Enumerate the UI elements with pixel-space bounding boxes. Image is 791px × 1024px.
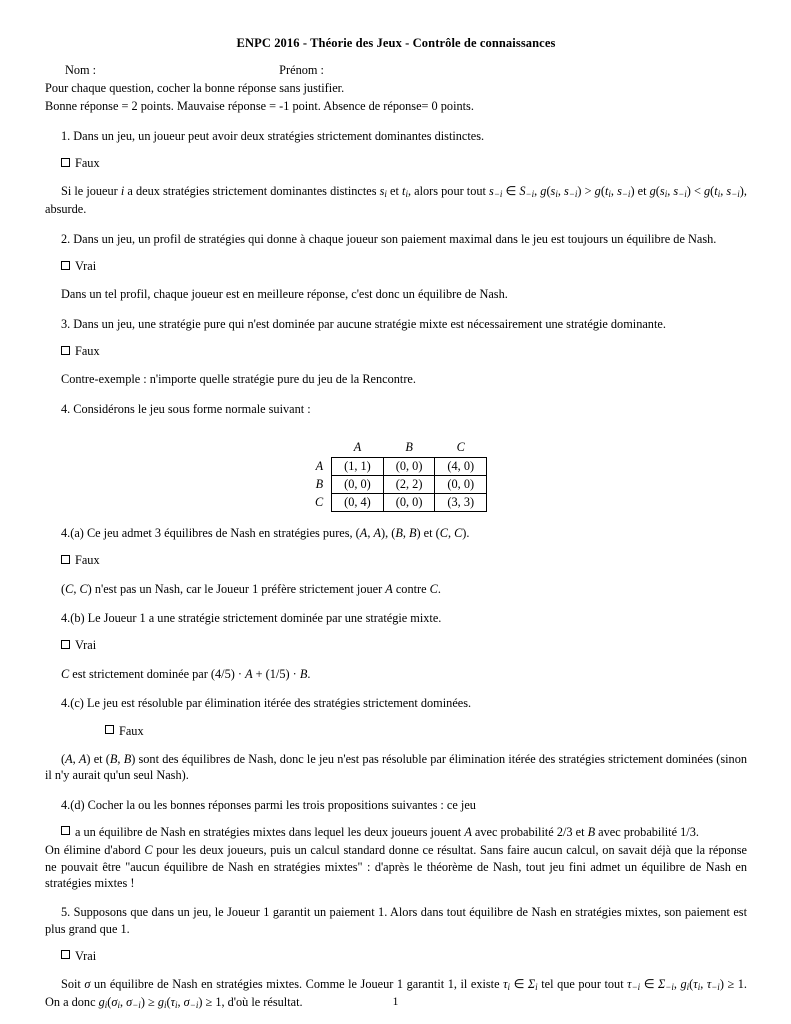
row-header-1: B xyxy=(315,477,324,492)
question-4d-option[interactable] xyxy=(45,824,747,840)
table-row xyxy=(305,494,487,512)
question-4c-answer-label: Faux xyxy=(119,723,144,738)
question-4a-explanation: (C, C) n'est pas un Nash, car le Joueur 1 préfère strictement jouer A contre C. xyxy=(61,581,441,596)
checkbox-icon[interactable] xyxy=(61,826,70,835)
matrix-cell-2-0: (0, 4) xyxy=(332,494,384,512)
row-header-0: A xyxy=(315,459,324,474)
name-label: Nom : xyxy=(65,63,97,77)
question-4c-text: 4.(c) Le jeu est résoluble par élimination itérée des stratégies strictement dominées. xyxy=(61,696,472,711)
question-2-explanation: Dans un tel profil, chaque joueur est en meilleure réponse, c'est donc un équilibre de Nash. xyxy=(61,287,508,302)
matrix-cell-0-0: (1, 1) xyxy=(332,458,384,476)
question-1-answer-label: Faux xyxy=(75,156,100,171)
question-4b-answer[interactable] xyxy=(45,637,747,653)
corner-cell xyxy=(305,439,332,458)
document-content xyxy=(45,36,747,1012)
question-3-answer[interactable] xyxy=(45,343,747,359)
question-4b-explanation: C est strictement dominée par (4/5) · A + (1/5) · B. xyxy=(61,666,311,681)
checkbox-icon[interactable] xyxy=(61,158,70,167)
checkbox-icon[interactable] xyxy=(105,725,114,734)
question-4-text: 4. Considérons le jeu sous forme normale suivant : xyxy=(61,401,311,416)
checkbox-icon[interactable] xyxy=(61,555,70,564)
question-2-answer-label: Vrai xyxy=(75,259,97,274)
question-4a-answer[interactable] xyxy=(45,552,747,568)
name-fields-line xyxy=(45,63,747,78)
instruction-line-1: Pour chaque question, cocher la bonne réponse sans justifier. xyxy=(45,81,345,95)
game-matrix-table xyxy=(305,439,487,512)
page-number: 1 xyxy=(392,996,399,1008)
checkbox-icon[interactable] xyxy=(61,950,70,959)
question-1-answer[interactable] xyxy=(45,155,747,171)
question-5-answer[interactable] xyxy=(45,948,747,964)
firstname-label: Prénom : xyxy=(279,63,324,77)
matrix-cell-2-2: (3, 3) xyxy=(435,494,487,512)
page-title: ENPC 2016 - Théorie des Jeux - Contrôle de connaissances xyxy=(236,36,556,50)
question-5-explanation: Soit σ un équilibre de Nash en stratégies mixtes. Comme le Joueur 1 garantit 1, il existe τi ∈ Σi tel que pour tout τ−i ∈ Σ−i, gi(τi, τ−i) ≥ 1. On a donc gi(σi, σ−i) ≥ gi(τi, σ−i) ≥ 1, d'où le résultat. xyxy=(45,977,747,1011)
game-matrix-wrapper xyxy=(45,439,747,512)
question-3-text: 3. Dans un jeu, une stratégie pure qui n'est dominée par aucune stratégie mixte est nécessairement une stratégie dominante. xyxy=(61,316,666,331)
matrix-cell-1-0: (0, 0) xyxy=(332,476,384,494)
table-row xyxy=(305,476,487,494)
matrix-cell-2-1: (0, 0) xyxy=(383,494,435,512)
question-5-text: 5. Supposons que dans un jeu, le Joueur 1 garantit un paiement 1. Alors dans tout équilibre de Nash en stratégies mixtes, son paiement est plus grand que 1. xyxy=(45,905,747,936)
col-header-1: B xyxy=(405,440,413,455)
checkbox-icon[interactable] xyxy=(61,261,70,270)
row-header-2: C xyxy=(314,495,324,510)
matrix-cell-0-2: (4, 0) xyxy=(435,458,487,476)
question-4c-answer[interactable] xyxy=(45,723,747,739)
question-4b-text: 4.(b) Le Joueur 1 a une stratégie strictement dominée par une stratégie mixte. xyxy=(61,611,442,626)
question-3-explanation: Contre-exemple : n'importe quelle stratégie pure du jeu de la Rencontre. xyxy=(61,372,416,387)
matrix-cell-1-2: (0, 0) xyxy=(435,476,487,494)
checkbox-icon[interactable] xyxy=(61,640,70,649)
col-header-2: C xyxy=(456,440,465,455)
table-header-row xyxy=(305,439,487,458)
question-4a-text: 4.(a) Ce jeu admet 3 équilibres de Nash en stratégies pures, (A, A), (B, B) et (C, C). xyxy=(61,526,470,541)
question-2-answer[interactable] xyxy=(45,258,747,274)
question-4a-answer-label: Faux xyxy=(75,553,100,568)
question-3-answer-label: Faux xyxy=(75,344,100,359)
matrix-cell-0-1: (0, 0) xyxy=(383,458,435,476)
question-1-text: 1. Dans un jeu, un joueur peut avoir deux stratégies strictement dominantes distinctes. xyxy=(61,128,485,143)
question-4c-explanation: (A, A) et (B, B) sont des équilibres de Nash, donc le jeu n'est pas résoluble par élimination itérée des stratégies strictement dominées (sinon il n'y aurait qu'un seul Nash). xyxy=(45,751,748,783)
question-2-text: 2. Dans un jeu, un profil de stratégies qui donne à chaque joueur son paiement maximal dans le jeu est toujours un équilibre de Nash. xyxy=(61,231,717,246)
table-row xyxy=(305,458,487,476)
question-5-answer-label: Vrai xyxy=(75,948,97,963)
question-1-explanation: Si le joueur i a deux stratégies strictement dominantes distinctes si et ti, alors pour tout s−i ∈ S−i, g(si, s−i) > g(ti, s−i) et g(si, s−i) < g(ti, s−i), absurde. xyxy=(45,184,747,217)
checkbox-icon[interactable] xyxy=(61,346,70,355)
question-4b-answer-label: Vrai xyxy=(75,638,97,653)
question-4d-explanation: On élimine d'abord C pour les deux joueurs, puis un calcul standard donne ce résultat. Sans faire aucun calcul, on savait déjà que la réponse ne pouvait être "aucun équilibre de Nash en stratégies mixtes" : d'après le théorème de Nash, tout jeu fini admet un équilibre de Nash en stratégies mixtes ! xyxy=(45,843,748,890)
col-header-0: A xyxy=(353,440,362,455)
matrix-cell-1-1: (2, 2) xyxy=(383,476,435,494)
question-4d-text: 4.(d) Cocher la ou les bonnes réponses parmi les trois propositions suivantes : ce jeu xyxy=(61,797,476,812)
instruction-line-2: Bonne réponse = 2 points. Mauvaise réponse = -1 point. Absence de réponse= 0 points. xyxy=(45,99,474,114)
question-4d-option-label: a un équilibre de Nash en stratégies mixtes dans lequel les deux joueurs jouent A avec probabilité 2/3 et B avec probabilité 1/3. xyxy=(75,824,699,839)
